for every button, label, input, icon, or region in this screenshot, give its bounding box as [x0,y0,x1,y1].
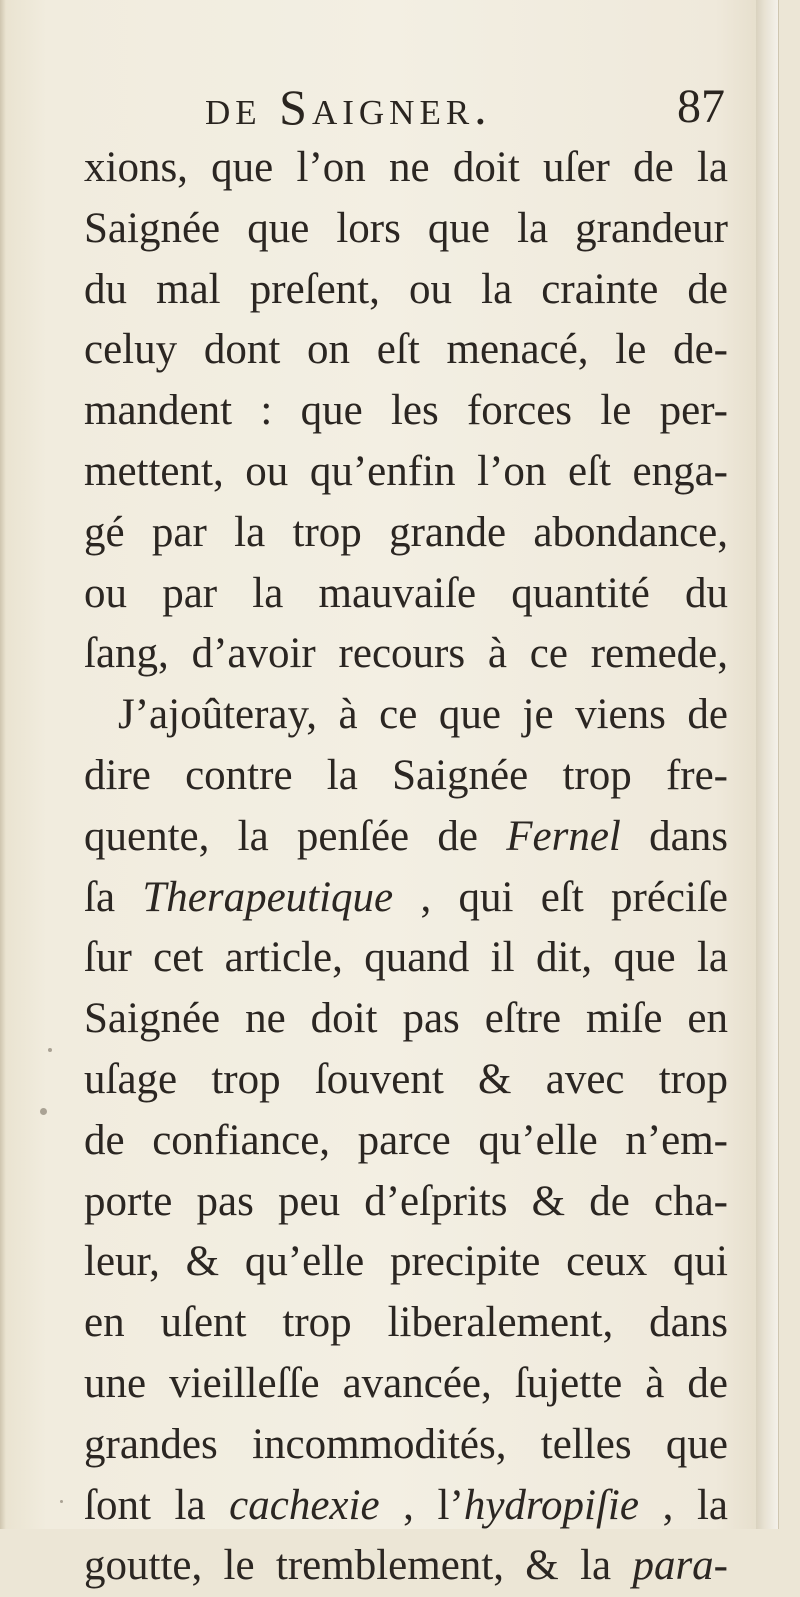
text-segment: , la [638,1481,728,1529]
text-line [84,320,728,381]
text-line [84,746,728,807]
text-segment: ſont la [84,1481,230,1529]
text-segment: en uſent trop liberalement, dans [84,1299,728,1347]
text-segment: ſa [84,873,143,921]
text-segment: celuy dont on eſt menacé, le de- [84,326,728,374]
page-edge [756,0,778,1529]
text-segment: , l’ [379,1481,464,1529]
text-segment: dire contre la Saignée trop fre- [84,751,728,799]
page-number: 87 [677,80,725,133]
ink-speck [60,1500,63,1503]
text-line [84,1050,728,1111]
text-segment: de confiance, parce qu’elle n’em- [84,1116,728,1164]
italic-segment: Fernel [506,812,621,860]
text-line [84,1172,728,1233]
text-line [84,381,728,442]
italic-segment: cachexie [229,1481,380,1529]
running-title: de Saigner. [205,79,492,135]
text-segment: une vieilleſſe avancée, ſujette à de [84,1359,728,1407]
text-segment: J’ajoûteray, à ce que je viens de [118,691,728,739]
ink-speck [40,1108,47,1115]
text-segment: mandent : que les forces le per- [84,387,728,435]
text-segment: , qui eſt préciſe [393,873,728,921]
italic-segment: hydropiſie [463,1481,639,1529]
text-segment: ſur cet article, quand il dit, que la [84,934,728,982]
text-segment: porte pas peu d’eſprits & de cha- [84,1177,728,1225]
text-line [84,199,728,260]
ink-speck [48,1048,52,1052]
text-segment: xions, que l’on ne doit uſer de la [84,144,728,191]
text-segment: uſage trop ſouvent & avec trop [84,1055,728,1103]
text-line [84,1536,728,1597]
text-segment: Saignée que lors que la grandeur [84,204,728,252]
text-line [84,564,728,625]
text-line [84,989,728,1050]
body-text [84,138,728,1597]
text-line [84,1232,728,1293]
text-line [84,624,728,685]
text-line [84,138,728,199]
text-segment: dans [620,812,728,860]
text-segment: Saignée ne doit pas eſtre miſe en [84,995,728,1043]
text-line [84,1111,728,1172]
text-line [84,928,728,989]
running-head [205,72,725,142]
text-segment: gé par la trop grande abondance, [84,508,728,556]
text-segment: quente, la penſée de [84,812,507,860]
text-line [84,442,728,503]
italic-segment: Therapeutique [142,873,394,921]
text-line [84,1415,728,1476]
text-line [84,685,728,746]
text-line [84,1476,728,1537]
italic-segment: para- [632,1542,728,1590]
text-line [84,260,728,321]
page-gutter-shadow [0,0,6,1529]
text-segment: ou par la mauvaiſe quantité du [84,569,728,617]
text-line [84,1293,728,1354]
text-line [84,868,728,929]
text-segment: goutte, le tremblement, & la [84,1542,633,1590]
text-segment: du mal preſent, ou la crainte de [84,265,728,313]
text-segment: mettent, ou qu’enfin l’on eſt enga- [84,447,728,495]
text-line [84,1354,728,1415]
text-segment: leur, & qu’elle precipite ceux qui [84,1238,728,1286]
text-line [84,807,728,868]
text-segment: ſang, d’avoir recours à ce remede, [84,630,728,678]
text-line [84,503,728,564]
text-segment: grandes incommodités, telles que [84,1420,728,1468]
